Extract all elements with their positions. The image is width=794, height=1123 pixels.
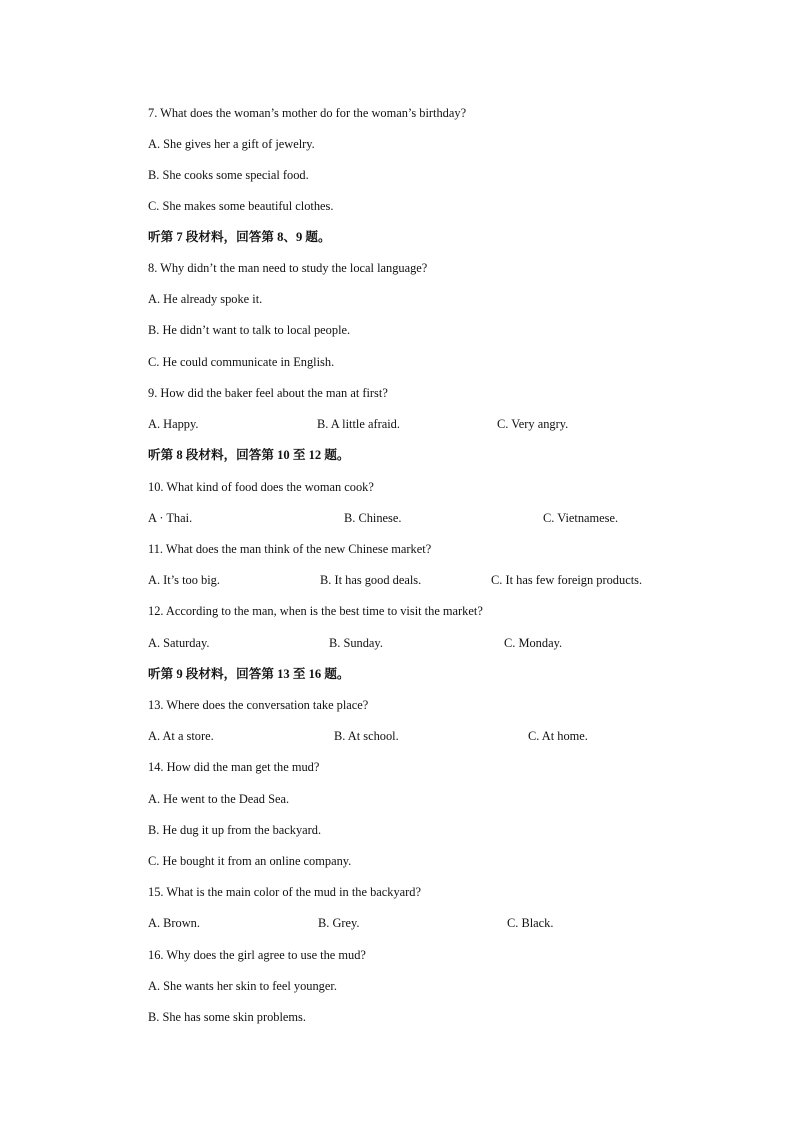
q14-option-b: B. He dug it up from the backyard. (148, 823, 322, 837)
section7-header: 听第 7 段材料，回答第 8、9 题。 (148, 230, 331, 244)
q11-option-a: A. It’s too big. (148, 573, 220, 587)
q13-option-b: B. At school. (334, 729, 399, 743)
q7-option-a: A. She gives her a gift of jewelry. (148, 137, 315, 151)
q11-option-b: B. It has good deals. (320, 573, 422, 587)
q11-question: 11. What does the man think of the new Chinese market? (148, 542, 432, 556)
q12-option-c: C. Monday. (504, 636, 563, 650)
q14-option-a: A. He went to the Dead Sea. (148, 792, 290, 806)
q8-option-c: C. He could communicate in English. (148, 355, 335, 369)
q14-option-c: C. He bought it from an online company. (148, 854, 352, 868)
q7-option-c: C. She makes some beautiful clothes. (148, 199, 334, 213)
q9-option-c: C. Very angry. (497, 417, 569, 431)
q15-option-b: B. Grey. (318, 916, 360, 930)
q10-option-b: B. Chinese. (344, 511, 402, 525)
q15-question: 15. What is the main color of the mud in the backyard? (148, 885, 421, 899)
section8-header: 听第 8 段材料，回答第 10 至 12 题。 (148, 448, 350, 462)
q7-question: 7. What does the woman’s mother do for the woman’s birthday? (148, 106, 467, 120)
q10-option-c: C. Vietnamese. (543, 511, 619, 525)
q11-option-c: C. It has few foreign products. (491, 573, 643, 587)
q10-question: 10. What kind of food does the woman cook? (148, 480, 374, 494)
q12-question: 12. According to the man, when is the best time to visit the market? (148, 604, 483, 618)
q13-question: 13. Where does the conversation take place? (148, 698, 369, 712)
q8-option-b: B. He didn’t want to talk to local people. (148, 323, 351, 337)
q9-question: 9. How did the baker feel about the man at first? (148, 386, 388, 400)
q8-option-a: A. He already spoke it. (148, 292, 263, 306)
q14-question: 14. How did the man get the mud? (148, 760, 320, 774)
q7-option-b: B. She cooks some special food. (148, 168, 309, 182)
q10-option-a: A · Thai. (148, 511, 193, 525)
q15-option-a: A. Brown. (148, 916, 200, 930)
q12-option-a: A. Saturday. (148, 636, 210, 650)
q8-question: 8. Why didn’t the man need to study the local language? (148, 261, 428, 275)
q13-option-c: C. At home. (528, 729, 588, 743)
q9-option-a: A. Happy. (148, 417, 199, 431)
q12-option-b: B. Sunday. (329, 636, 383, 650)
q16-option-a: A. She wants her skin to feel younger. (148, 979, 337, 993)
q16-option-b: B. She has some skin problems. (148, 1010, 306, 1024)
q16-question: 16. Why does the girl agree to use the mud? (148, 948, 366, 962)
q9-option-b: B. A little afraid. (317, 417, 400, 431)
q13-option-a: A. At a store. (148, 729, 214, 743)
section9-header: 听第 9 段材料，回答第 13 至 16 题。 (148, 667, 350, 681)
q15-option-c: C. Black. (507, 916, 554, 930)
